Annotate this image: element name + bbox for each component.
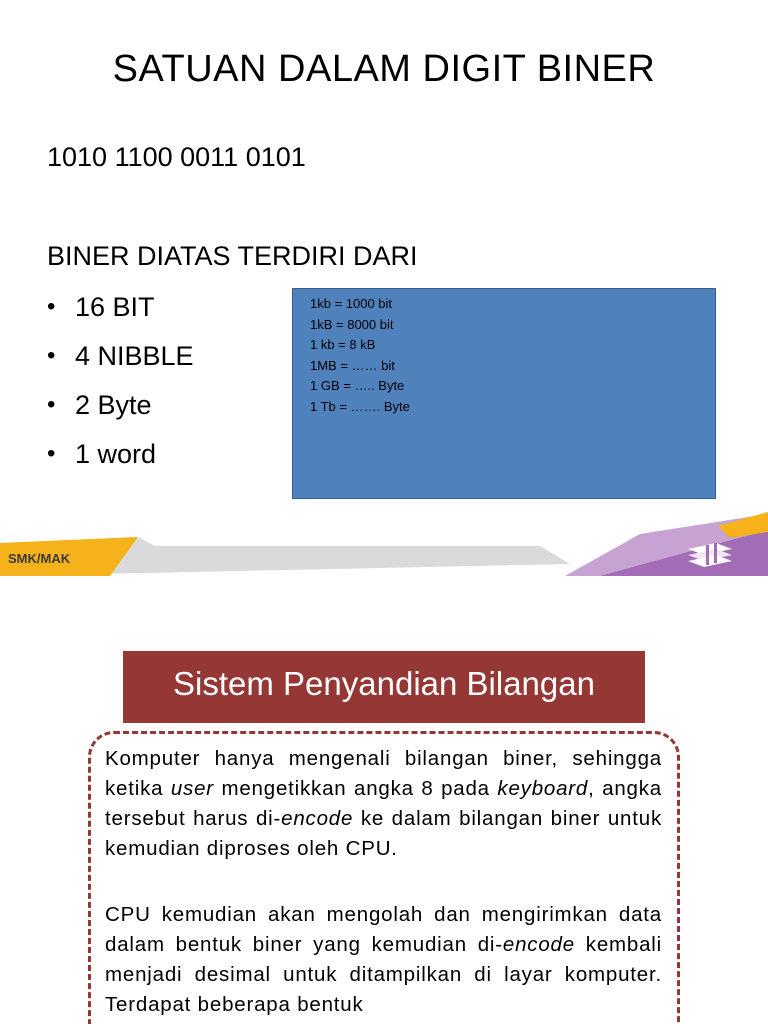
bullet-label: 16 BIT <box>75 292 155 322</box>
paragraph-cpu: CPU kemudian akan mengolah dan mengirimkan data dalam bentuk biner yang kemudian di-encode kembali menjadi desimal untuk ditampilkan di layar komputer. Terdapat beberapa bentuk <box>105 903 663 1016</box>
conversion-line: 1 kb = 8 kB <box>310 337 376 352</box>
conversion-line: 1 Tb = ……. Byte <box>310 398 410 414</box>
slide-number-encoding <box>0 576 768 1024</box>
section-heading: Sistem Penyandian Bilangan <box>123 651 645 723</box>
bullet-icon: • <box>47 293 56 320</box>
bullet-icon: • <box>47 440 56 467</box>
unit-conversion-box <box>292 288 716 499</box>
stacked-books-icon <box>686 541 734 571</box>
composition-heading: BINER DIATAS TERDIRI DARI <box>47 241 418 271</box>
bullet-item-bits <box>47 289 194 338</box>
bullet-item-word <box>47 436 194 485</box>
bullet-item-nibbles <box>47 338 194 387</box>
conversion-line: 1kB = 8000 bit <box>310 316 394 332</box>
slide-title: SATUAN DALAM DIGIT BINER <box>112 48 656 90</box>
bullet-label: 1 word <box>75 439 157 469</box>
bullet-icon: • <box>47 391 56 418</box>
conversion-line: 1MB = …… bit <box>310 357 395 373</box>
unit-bullet-list <box>47 289 194 485</box>
paragraph-intro: Komputer hanya mengenali bilangan biner, sehingga ketika user mengetikkan angka 8 pada keyboard, angka tersebut harus di-encode ke dalam bilangan biner untuk kemudian diproses oleh CPU. <box>105 747 662 860</box>
conversion-line: 1kb = 1000 bit <box>310 296 393 311</box>
conversion-line: 1 GB = ….. Byte <box>310 378 405 393</box>
bullet-icon: • <box>47 342 56 369</box>
bullet-item-bytes <box>47 387 194 436</box>
bullet-label: 2 Byte <box>75 390 152 420</box>
binary-example: 1010 1100 0011 0101 <box>47 142 306 172</box>
school-level-label: SMK/MAK <box>8 551 71 566</box>
footer-banner <box>0 508 768 576</box>
bullet-label: 4 NIBBLE <box>75 341 194 371</box>
